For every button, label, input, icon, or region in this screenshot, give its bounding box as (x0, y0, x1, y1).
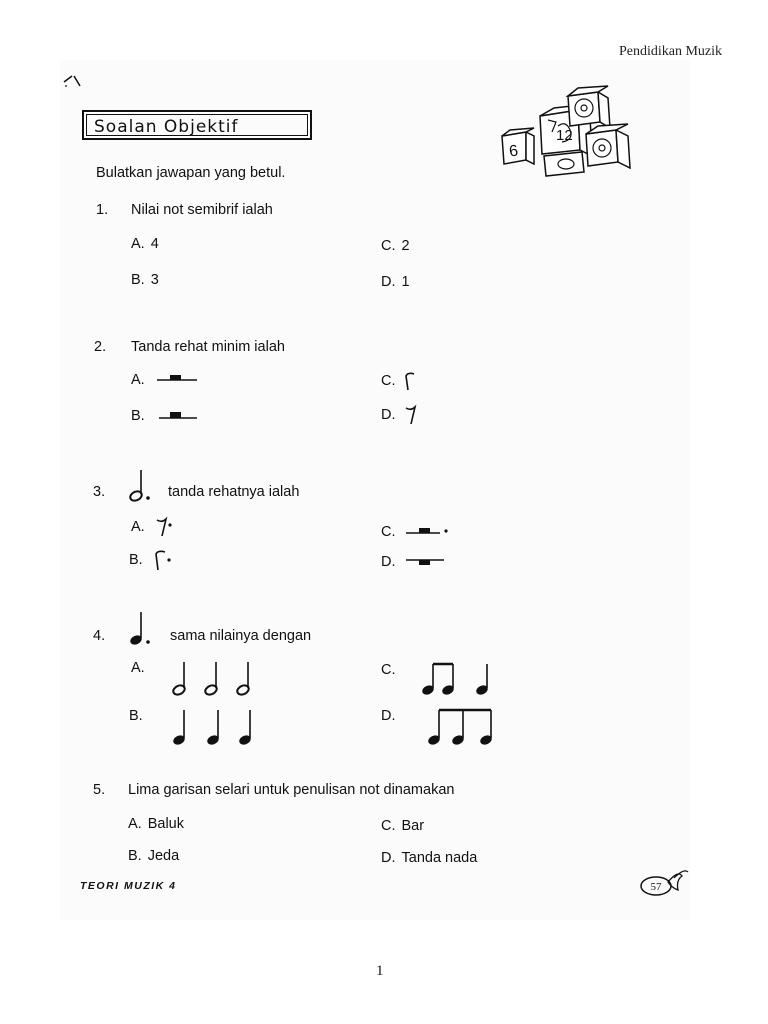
question-1-option-b[interactable] (131, 272, 159, 288)
quaver-rest-icon (402, 404, 418, 426)
option-letter: C. (381, 524, 396, 540)
option-letter: B. (129, 552, 143, 568)
question-4-option-d[interactable] (381, 708, 494, 748)
section-title-box (82, 110, 312, 140)
instruction-text: Bulatkan jawapan yang betul. (96, 165, 286, 181)
option-text: 3 (150, 272, 159, 288)
question-2-option-b[interactable] (131, 408, 197, 424)
dotted-crotchet-note-icon (128, 610, 154, 648)
dotted-crotchet-rest-icon (149, 548, 175, 572)
question-2-number: 2. (94, 339, 107, 355)
option-letter: D. (381, 554, 396, 570)
option-text: Baluk (147, 816, 184, 832)
question-5-option-d[interactable] (381, 850, 477, 866)
question-3-text: tanda rehatnya ialah (168, 484, 300, 500)
question-5-option-c[interactable] (381, 818, 424, 834)
question-4-option-a[interactable] (131, 660, 247, 698)
pen-mark-icon (62, 72, 86, 90)
option-letter: D. (381, 407, 396, 423)
question-3-option-b[interactable] (129, 548, 175, 572)
svg-text:6: 6 (508, 142, 520, 161)
question-5-number: 5. (93, 782, 106, 798)
question-1-option-d[interactable] (381, 274, 410, 290)
option-letter: A. (131, 519, 145, 535)
question-4-number: 4. (93, 628, 106, 644)
option-letter: B. (131, 272, 145, 288)
crotchet-rest-icon (402, 370, 418, 392)
option-text: 1 (401, 274, 410, 290)
book-page-badge (638, 866, 690, 900)
option-letter: A. (131, 660, 145, 676)
option-letter: D. (381, 274, 396, 290)
option-text: Bar (401, 818, 425, 834)
question-1-text: Nilai not semibrif ialah (131, 202, 273, 218)
question-1-number: 1. (96, 202, 109, 218)
option-text: 4 (150, 236, 159, 252)
book-page-number: 57 (650, 881, 662, 893)
option-letter: D. (381, 708, 396, 724)
page-number: 1 (376, 963, 384, 979)
option-letter: C. (381, 238, 396, 254)
option-letter: A. (128, 816, 142, 832)
question-5-option-a[interactable] (128, 816, 184, 832)
option-letter: A. (131, 236, 145, 252)
page-badge-icon (638, 866, 690, 900)
option-letter: C. (381, 662, 396, 678)
question-2-option-a[interactable] (131, 372, 197, 388)
option-text: Jeda (147, 848, 180, 864)
toy-blocks-illustration (496, 86, 636, 178)
question-3-option-c[interactable] (381, 524, 450, 540)
option-letter: A. (131, 372, 145, 388)
question-4-text: sama nilainya dengan (170, 628, 312, 644)
three-crotchets-icon (149, 708, 249, 748)
option-letter: C. (381, 818, 396, 834)
three-minims-icon (151, 660, 247, 698)
question-2-option-c[interactable] (381, 370, 418, 392)
section-title: Soalan Objektif (94, 117, 239, 137)
question-2-option-d[interactable] (381, 404, 418, 426)
question-2-text: Tanda rehat minim ialah (131, 339, 285, 355)
option-letter: D. (381, 850, 396, 866)
three-beamed-quavers-icon (402, 708, 494, 748)
option-text: 2 (401, 238, 410, 254)
question-3-option-a[interactable] (131, 516, 175, 538)
question-5-text: Lima garisan selari untuk penulisan not dinamakan (128, 782, 455, 798)
svg-text:12: 12 (556, 127, 573, 144)
option-text: Tanda nada (401, 850, 478, 866)
dotted-minim-rest-icon (402, 525, 450, 539)
question-4-option-c[interactable] (381, 662, 488, 698)
minim-rest-icon (151, 373, 197, 387)
option-letter: C. (381, 373, 396, 389)
option-letter: B. (129, 708, 143, 724)
question-1-option-a[interactable] (131, 236, 159, 252)
dotted-minim-note-icon (128, 468, 154, 504)
two-quavers-crotchet-icon (402, 662, 488, 698)
question-3-number: 3. (93, 484, 106, 500)
question-3-option-d[interactable] (381, 554, 448, 570)
page-header-subject: Pendidikan Muzik (618, 44, 722, 59)
question-4-option-b[interactable] (129, 708, 249, 748)
option-letter: B. (128, 848, 142, 864)
semibreve-rest-icon (402, 555, 448, 569)
dotted-quaver-rest-icon (151, 516, 175, 538)
question-1-option-c[interactable] (381, 238, 410, 254)
book-title: TEORI MUZIK 4 (80, 880, 177, 892)
semibreve-rest-icon (151, 409, 197, 423)
question-5-option-b[interactable] (128, 848, 179, 864)
option-letter: B. (131, 408, 145, 424)
